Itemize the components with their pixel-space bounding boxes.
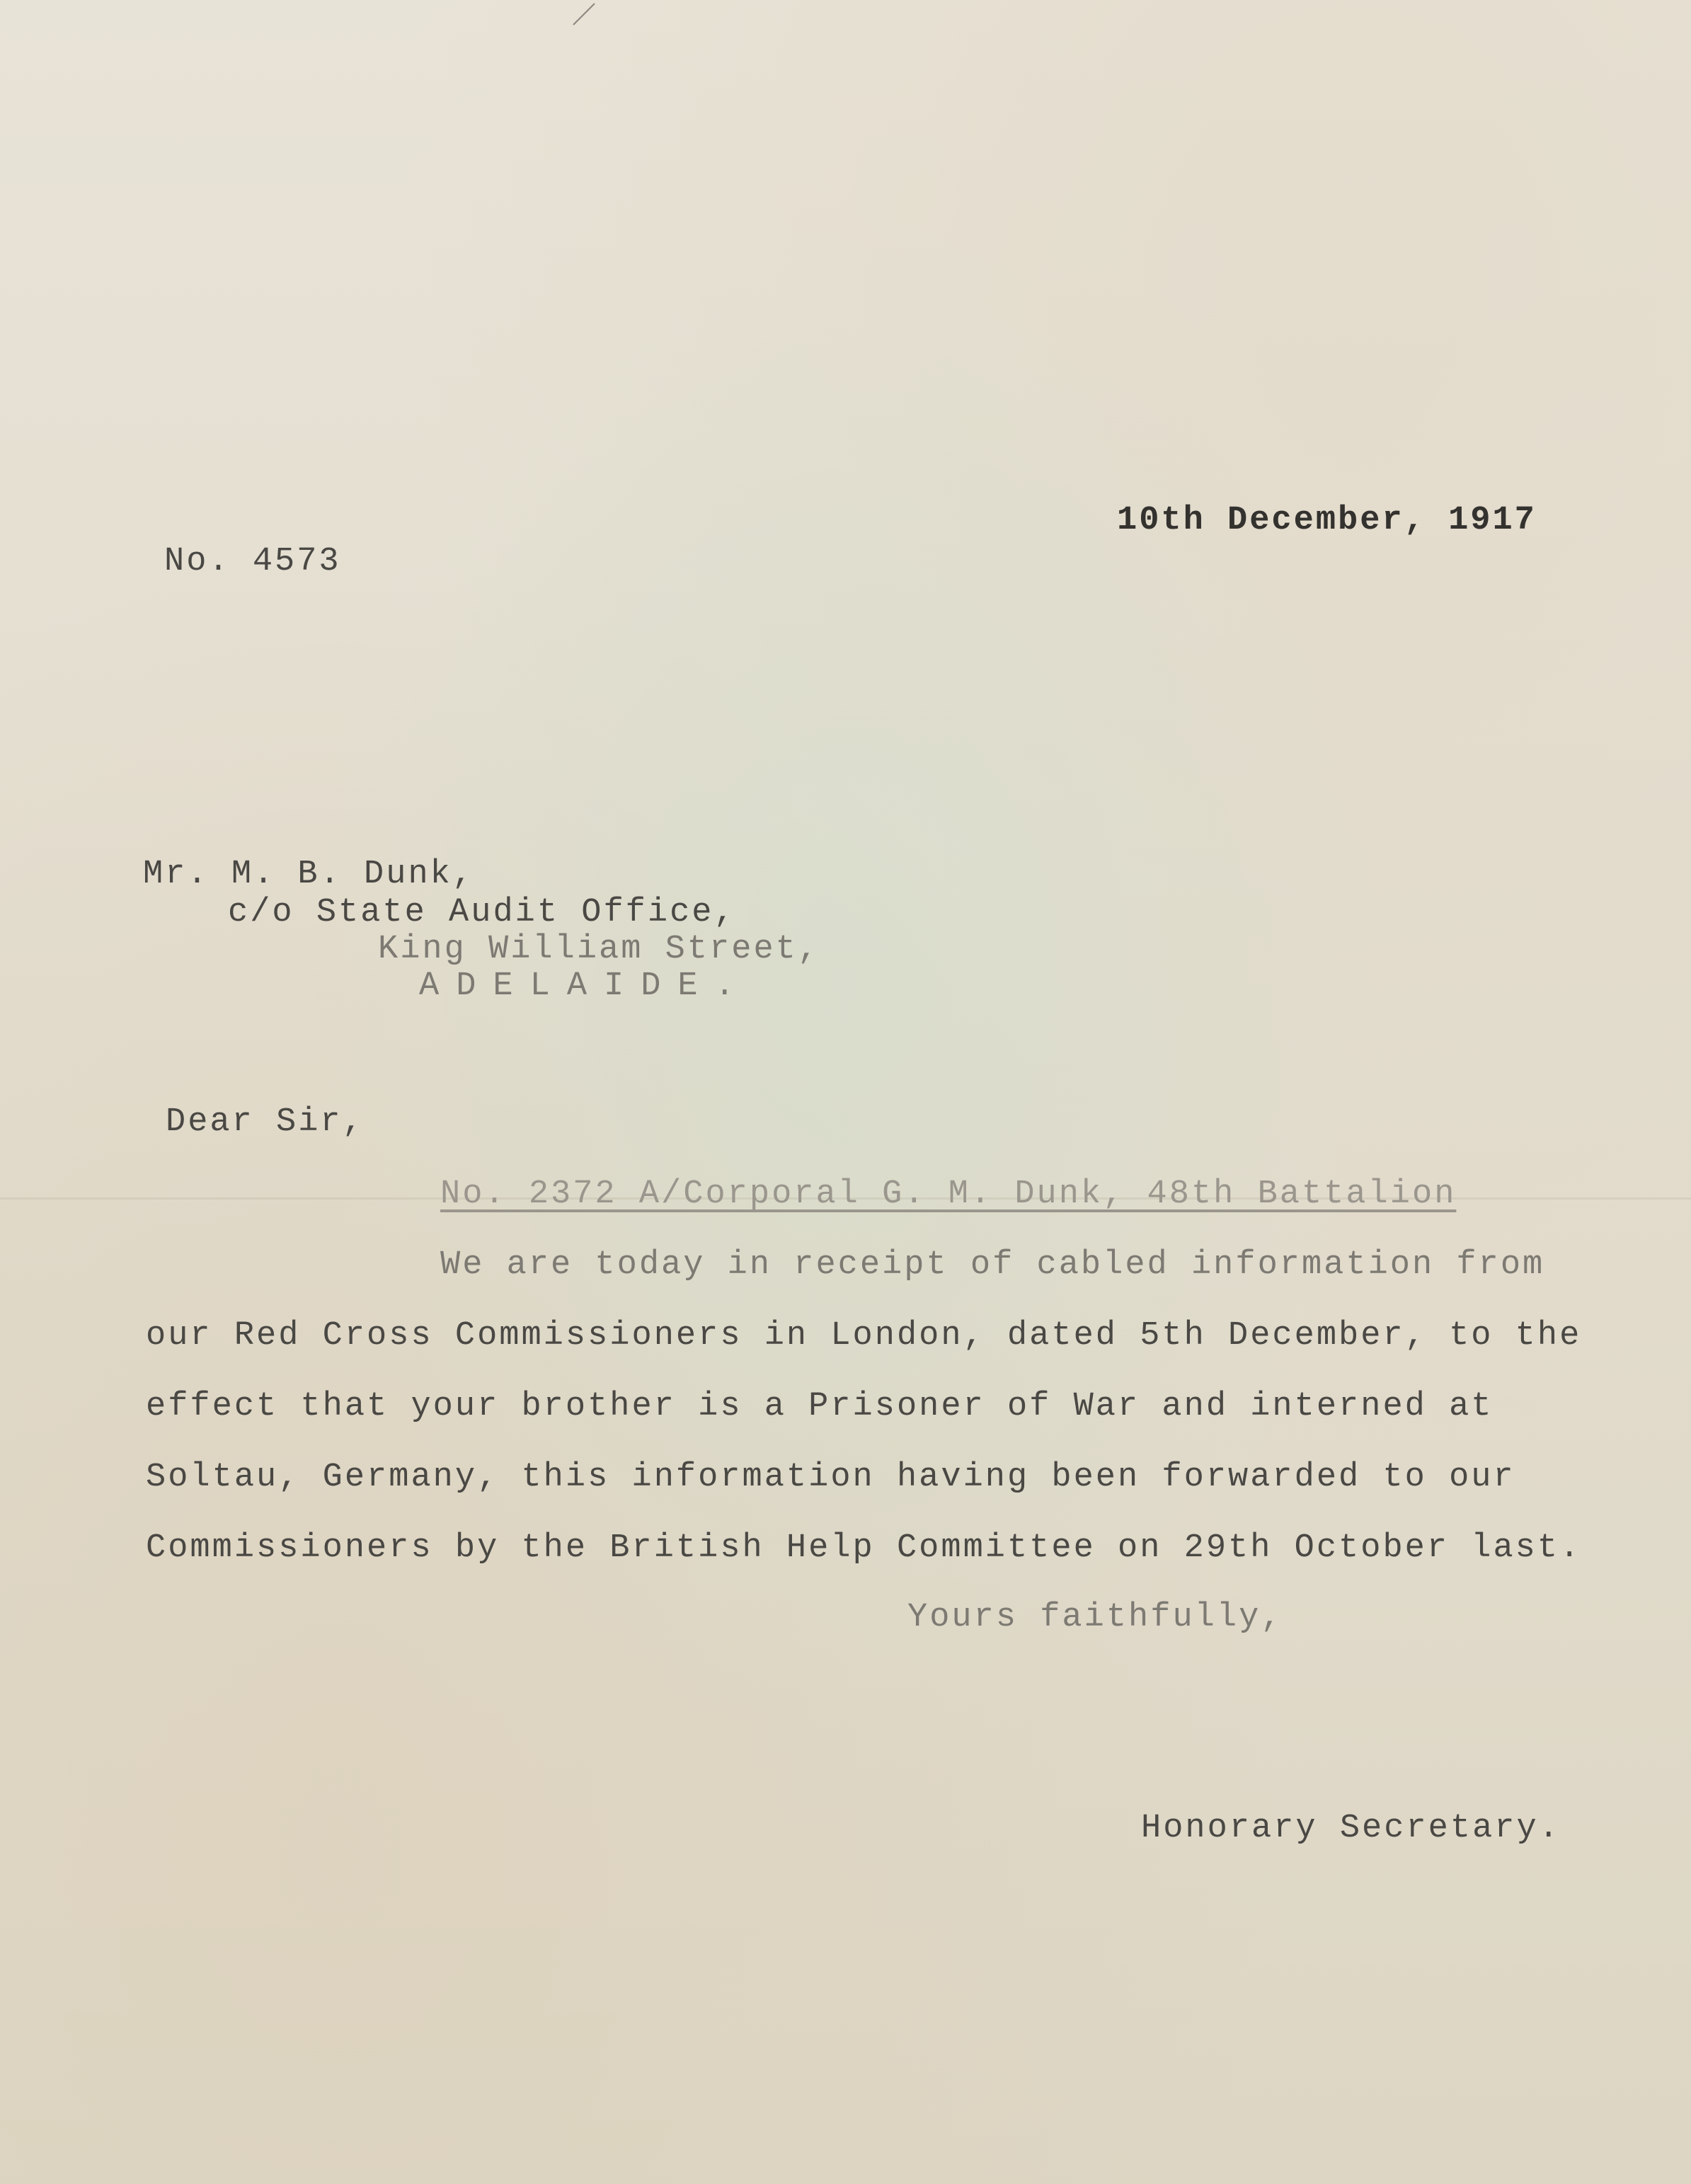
address-city: ADELAIDE. [419, 967, 752, 1005]
reference-number: No. 4573 [164, 543, 341, 580]
signature-title: Honorary Secretary. [1141, 1810, 1561, 1847]
subject-line: No. 2372 A/Corporal G. M. Dunk, 48th Battalion [440, 1176, 1457, 1213]
body-line: our Red Cross Commissioners in London, dated 5th December, to the [146, 1317, 1582, 1355]
address-street: King William Street, [378, 931, 820, 968]
pencil-mark [566, 0, 609, 28]
closing: Yours faithfully, [907, 1599, 1283, 1636]
letter-date: 10th December, 1917 [1117, 502, 1537, 539]
salutation: Dear Sir, [166, 1103, 365, 1141]
body-line: effect that your brother is a Prisoner of War and interned at [146, 1388, 1494, 1425]
body-line: We are today in receipt of cabled information from [440, 1246, 1545, 1284]
address-care-of: c/o State Audit Office, [228, 894, 736, 931]
body-line: Soltau, Germany, this information having been forwarded to our [146, 1459, 1515, 1496]
body-line: Commissioners by the British Help Committee on 29th October last. [146, 1529, 1582, 1567]
address-recipient: Mr. M. B. Dunk, [143, 856, 475, 893]
